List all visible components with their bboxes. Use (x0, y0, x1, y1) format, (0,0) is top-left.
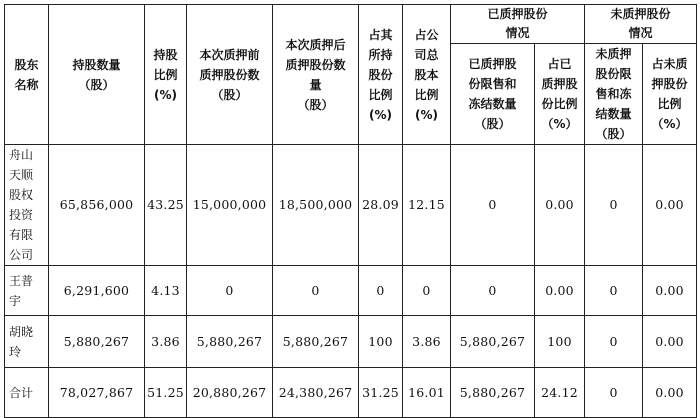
cell-before: 0 (187, 266, 273, 316)
cell-pledged-pct: 24.12 (535, 368, 585, 418)
table-row (5, 145, 697, 266)
cell-unpledged-restricted: 0 (585, 368, 643, 418)
cell-shares: 5,880,267 (49, 316, 145, 368)
cell-ratio: 4.13 (145, 266, 187, 316)
header-shareholder: 股东 名称 (5, 5, 49, 145)
cell-after: 0 (273, 266, 359, 316)
header-pledged-after: 本次质押后 质押股份数 量 （股） (273, 5, 359, 145)
header-holding-ratio: 持股 比例 (%) (145, 5, 187, 145)
cell-after: 5,880,267 (273, 316, 359, 368)
cell-name: 合计 (5, 368, 49, 418)
cell-pct-total: 3.86 (403, 316, 451, 368)
cell-before: 5,880,267 (187, 316, 273, 368)
cell-before: 15,000,000 (187, 145, 273, 266)
cell-pledged-restricted: 5,880,267 (451, 368, 535, 418)
cell-pct-own: 28.09 (359, 145, 403, 266)
cell-before: 20,880,267 (187, 368, 273, 418)
header-pledged-pct: 占已 质押股 份比例 （%） (535, 44, 585, 145)
cell-unpledged-pct: 0.00 (643, 316, 697, 368)
cell-unpledged-pct: 0.00 (643, 368, 697, 418)
cell-name: 舟山 天顺 股权 投资 有限 公司 (5, 145, 49, 266)
header-shares-held: 持股数量 （股） (49, 5, 145, 145)
cell-name: 胡晓 玲 (5, 316, 49, 368)
cell-shares: 78,027,867 (49, 368, 145, 418)
cell-pledged-pct: 0.00 (535, 266, 585, 316)
cell-after: 24,380,267 (273, 368, 359, 418)
header-pct-total: 占公 司总 股本 比例 (%) (403, 5, 451, 145)
cell-ratio: 3.86 (145, 316, 187, 368)
cell-pct-total: 12.15 (403, 145, 451, 266)
cell-unpledged-restricted: 0 (585, 266, 643, 316)
cell-unpledged-pct: 0.00 (643, 145, 697, 266)
pledge-table (4, 4, 697, 418)
cell-pct-total: 0 (403, 266, 451, 316)
cell-after: 18,500,000 (273, 145, 359, 266)
cell-pledged-pct: 100 (535, 316, 585, 368)
header-unpledged-pct: 占未质 押股份 比例 （%） (643, 44, 697, 145)
header-pledged-group: 已质押股份 情况 (451, 5, 585, 44)
cell-pct-own: 0 (359, 266, 403, 316)
header-pct-own: 占其 所持 股份 比例 (%) (359, 5, 403, 145)
header-pledged-restricted: 已质押股 份限售和 冻结数量 （股） (451, 44, 535, 145)
cell-pledged-restricted: 5,880,267 (451, 316, 535, 368)
cell-shares: 6,291,600 (49, 266, 145, 316)
table-row (5, 266, 697, 316)
cell-pledged-restricted: 0 (451, 145, 535, 266)
table-row (5, 316, 697, 368)
cell-shares: 65,856,000 (49, 145, 145, 266)
cell-pledged-restricted: 0 (451, 266, 535, 316)
cell-unpledged-restricted: 0 (585, 316, 643, 368)
header-unpledged-restricted: 未质押 股份限 售和冻 结数量 （股） (585, 44, 643, 145)
cell-pct-total: 16.01 (403, 368, 451, 418)
cell-pct-own: 100 (359, 316, 403, 368)
header-unpledged-group: 未质押股份 情况 (585, 5, 697, 44)
cell-pledged-pct: 0.00 (535, 145, 585, 266)
cell-name: 王普 宇 (5, 266, 49, 316)
table-row (5, 368, 697, 418)
header-pledged-before: 本次质押前 质押股份数 （股） (187, 5, 273, 145)
cell-ratio: 51.25 (145, 368, 187, 418)
cell-ratio: 43.25 (145, 145, 187, 266)
cell-pct-own: 31.25 (359, 368, 403, 418)
cell-unpledged-restricted: 0 (585, 145, 643, 266)
cell-unpledged-pct: 0.00 (643, 266, 697, 316)
